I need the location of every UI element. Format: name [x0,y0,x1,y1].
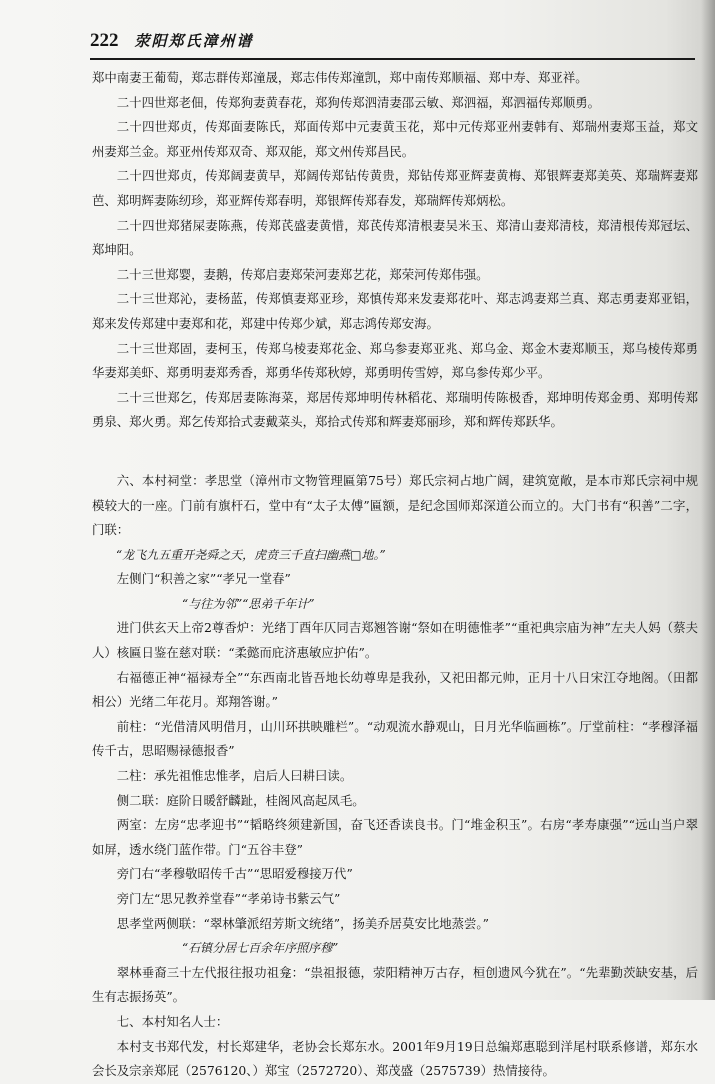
door-couplet: “龙飞九五重开尧舜之天，虎贲三千直扫幽燕□地。” [116,547,386,562]
section-six-intro: 六、本村祠堂：孝思堂（漳州市文物管理匾第75号）郑氏宗祠占地广阔，建筑宽敞，是本市郑氏宗祠中规模较大的一座。门前有旗杆石，堂中有“太子太傅”匾额，是纪念国师郑深道公而立的。大门书有“积善”二字，门联： [92,472,698,538]
front-pillar-couplets: 前柱：“光借清风明借月，山川环拱映雕栏”。“动观流水静观山，日月光华临画栋”。厅堂前柱：“孝穆泽福传千古，思昭赐禄德报香” [92,718,698,759]
genealogy-paragraph: 二十三世郑固，妻柯玉，传郑乌棱妻郑花金、郑乌参妻郑亚兆、郑乌金、郑金木妻郑顺玉，郑乌棱传郑勇华妻郑美虾、郑勇明妻郑秀香，郑勇华传郑秋婷，郑勇明传雪婷，郑乌参传郑少平。 [92,340,698,381]
hall-side-couplet: 思孝堂两侧联：“翠林肇派绍芳斯文统绪”，扬美乔居莫安比地蒸尝。” [116,915,489,931]
genealogy-paragraph: 二十四世郑贞，传郑阔妻黄早，郑阔传郑钻传黄贵，郑钻传郑亚辉妻黄梅、郑银辉妻郑美英、郑瑞辉妻郑芭、郑明辉妻陈纫珍，郑亚辉传郑春明，郑银辉传郑春发，郑瑞辉传郑炳松。 [92,168,698,208]
side-door-right: 旁门右“孝穆敬昭传千古”“思昭爱穆接万代” [116,866,353,882]
genealogy-paragraph: 二十四世郑贞，传郑面妻陈氏，郑面传郑中元妻黄玉花，郑中元传郑亚州妻韩有、郑瑞州妻郑玉益，郑文州妻郑兰金。郑亚州传郑双奇、郑双能，郑文州传郑昌民。 [92,119,698,159]
page-number: 222 [90,30,119,51]
second-pillar-couplet: 二柱：承先祖惟忠惟孝，启后人曰耕曰读。 [116,768,353,784]
section-gap [92,435,698,469]
genealogy-paragraph: 郑中南妻王葡萄，郑志群传郑潼晟，郑志伟传郑潼凯，郑中南传郑顺福、郑中寿、郑亚祥。 [92,70,588,85]
fude-paragraph: 右福德正神“福禄寿全”“东西南北皆吾地长幼尊卑是我孙，又祀田都元帅，正月十八日宋江夺地阁。（田都相公）光绪二年花月。郑翔答谢。” [92,669,698,710]
page-header [90,30,690,58]
two-rooms-couplets: 两室：左房“忠孝迎书”“韬略终须建新国，奋飞还香读良书。门“堆金积玉”。右房“孝寿康强”“远山当户翠如屏，透水绕门蓝作带。门“五谷丰登” [92,817,698,857]
genealogy-paragraph: 二十三世郑婴，妻鹅，传郑启妻郑荣河妻郑艺花，郑荣河传郑伟强。 [116,266,489,282]
side-door-left: 旁门左“思兄教养堂春”“孝弟诗书紫云气” [116,891,341,906]
left-side-door-couplet: “与往为邻”“思弟千年计” [182,596,315,611]
scan-edge-shadow [701,0,715,1000]
incense-paragraph: 进门供玄天上帝2尊香炉：光绪丁酉年仄同吉郑翘答谢“祭如在明德惟孝”“重祀典宗庙为神”左夫人妈（蔡夫人）核匾日鉴在慈对联：“柔懿而庇济惠敏应护佑”。 [92,620,698,661]
section-seven-heading: 七、本村知名人士： [116,1013,229,1029]
genealogy-paragraph: 二十四世郑猪屎妻陈燕，传郑芪盛妻黄惜，郑芪传郑清根妻吴米玉、郑清山妻郑清枝，郑清根传郑冠坛、郑坤阳。 [92,217,698,258]
header-rule [90,58,695,60]
page-body [92,66,698,1084]
section-seven-text: 本村支书郑代发，村长郑建华，老协会长郑东水。2001年9月19日总编郑惠聪到洋尾村联系修谱，郑东水会长及宗亲郑屁（2576120、）郑宝（2572720）、郑茂盛（2575739）热情接待。 [92,1038,698,1079]
genealogy-paragraph: 二十三世郑沁，妻杨蓝，传郑慎妻郑亚珍，郑慎传郑来发妻郑花叶、郑志鸿妻郑兰真、郑志勇妻郑亚铝，郑来发传郑建中妻郑和花，郑建中传郑少斌，郑志鸿传郑安海。 [92,291,698,331]
ancestor-shrine-paragraph: 翠林垂裔三十左代报往报功祖龛：“祟祖报德，荥阳精神万古存，桓创遗风今犹在”。“先辈勤茨缺安基，后生有志振扬英”。 [92,964,698,1005]
genealogy-paragraph: 二十四世郑老佃，传郑狗妻黄春花，郑狗传郑泗清妻邵云敏、郑泗福，郑泗福传郑顺勇。 [116,94,601,110]
hall-side-couplet-2: “石镇分居七百余年序照序穆” [182,941,339,956]
side-couplet: 侧二联：庭阶日暖舒麟趾，桂阁风高起凤毛。 [116,792,365,808]
left-side-door: 左侧门“积善之家”“孝兄一堂春” [116,571,291,587]
genealogy-paragraph: 二十三世郑乞，传郑居妻陈海菜，郑居传郑坤明传林稻花、郑瑞明传陈极香，郑坤明传郑金勇、郑明传郑勇泉、郑火勇。郑乞传郑拾式妻戴菜头，郑拾式传郑和辉妻郑丽珍，郑和辉传郑跃华。 [92,389,698,430]
running-title: 荥阳郑氏漳州谱 [134,32,254,50]
